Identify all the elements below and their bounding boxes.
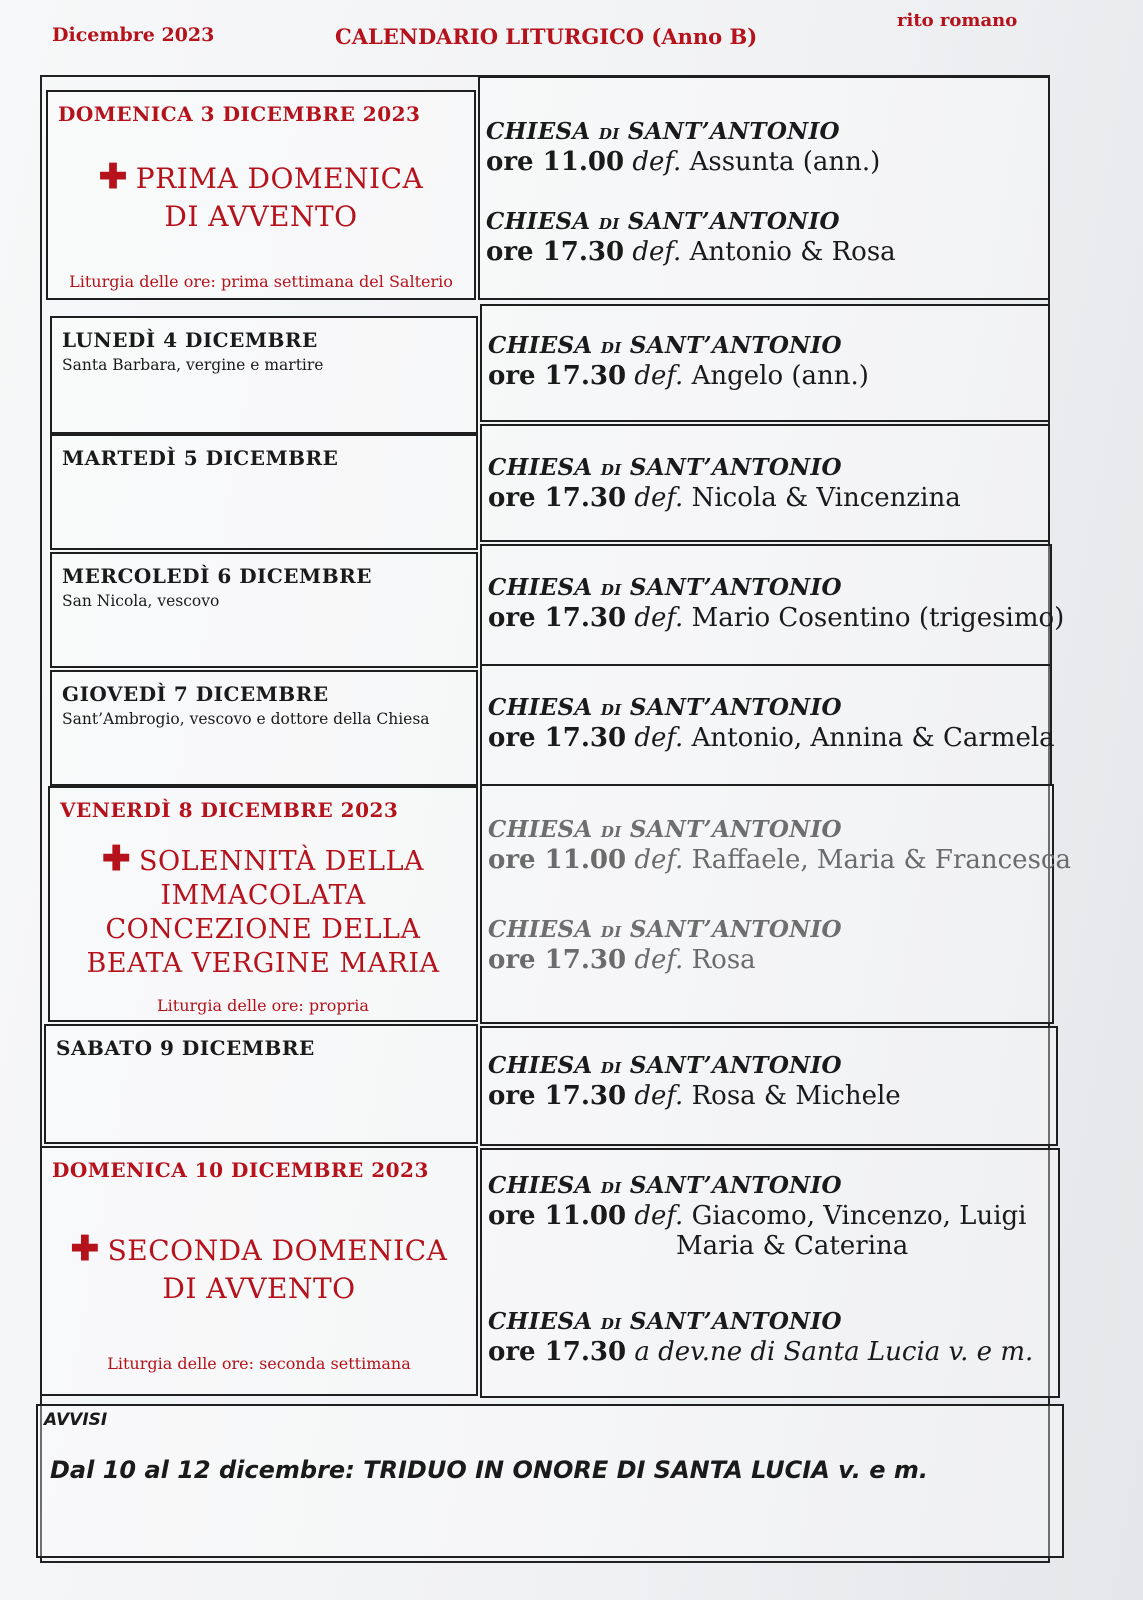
church-name: CHIESA DI SANT’ANTONIO — [488, 1308, 842, 1335]
day-title: MARTEDÌ 5 DICEMBRE — [62, 446, 339, 470]
header-rite: rito romano — [897, 10, 1018, 31]
mass-entry: CHIESA DI SANT’ANTONIO ore 11.00 def. Assunta (ann.) — [486, 118, 881, 177]
mass-entry: CHIESA DI SANT’ANTONIO ore 11.00 def. Giacomo, Vincenzo, Luigi Maria & Caterina — [488, 1172, 1027, 1261]
church-name: CHIESA DI SANT’ANTONIO — [486, 208, 840, 235]
liturgy-note: Liturgia delle ore: prima settimana del Salterio — [69, 272, 453, 291]
day-title: GIOVEDÌ 7 DICEMBRE — [62, 682, 329, 706]
day-title: DOMENICA 3 DICEMBRE 2023 — [58, 102, 421, 126]
mass-cell-sun-10 — [480, 1148, 1060, 1398]
feast-name: ✚ PRIMA DOMENICA DI AVVENTO — [98, 157, 424, 233]
saint-name: San Nicola, vescovo — [62, 592, 220, 610]
mass-cell-mon-4 — [480, 304, 1050, 422]
mass-cell-fri-8 — [480, 784, 1071, 1024]
church-name: CHIESA DI SANT’ANTONIO — [488, 916, 842, 943]
mass-entry: CHIESA DI SANT’ANTONIO ore 17.30 a dev.ne di Santa Lucia v. e m. — [488, 1308, 1034, 1367]
mass-entry: CHIESA DI SANT’ANTONIO ore 17.30 def. Rosa & Michele — [488, 1052, 901, 1111]
church-name: CHIESA DI SANT’ANTONIO — [486, 118, 840, 145]
day-title: DOMENICA 10 DICEMBRE 2023 — [52, 1158, 429, 1182]
church-name: CHIESA DI SANT’ANTONIO — [488, 574, 842, 601]
church-name: CHIESA DI SANT’ANTONIO — [488, 1052, 842, 1079]
church-name: CHIESA DI SANT’ANTONIO — [488, 816, 842, 843]
saint-name: Santa Barbara, vergine e martire — [62, 356, 324, 374]
cross-icon: ✚ — [101, 839, 131, 879]
church-name: CHIESA DI SANT’ANTONIO — [488, 454, 842, 481]
feast-name: ✚ SOLENNITÀ DELLA IMMACOLATA CONCEZIONE DELLA BEATA VERGINE MARIA — [86, 839, 440, 979]
avvisi-title: AVVISI — [44, 1410, 108, 1430]
church-name: CHIESA DI SANT’ANTONIO — [488, 1172, 842, 1199]
day-cell-sat-9 — [44, 1024, 478, 1144]
liturgy-note: Liturgia delle ore: propria — [157, 996, 369, 1015]
day-cell-sun-3 — [46, 90, 476, 300]
mass-cell-sat-9 — [480, 1026, 1058, 1146]
avvisi-box — [36, 1404, 1064, 1558]
day-cell-wed-6 — [50, 552, 478, 668]
mass-entry: CHIESA DI SANT’ANTONIO ore 17.30 def. Angelo (ann.) — [488, 332, 869, 391]
day-cell-mon-4 — [50, 316, 478, 434]
header-title: CALENDARIO LITURGICO (Anno B) — [335, 24, 758, 49]
day-title: LUNEDÌ 4 DICEMBRE — [62, 328, 318, 352]
day-cell-sun-10 — [40, 1146, 478, 1396]
mass-entry: CHIESA DI SANT’ANTONIO ore 17.30 def. Antonio, Annina & Carmela — [488, 694, 1055, 753]
church-name: CHIESA DI SANT’ANTONIO — [488, 332, 842, 359]
saint-name: Sant’Ambrogio, vescovo e dottore della Chiesa — [62, 710, 430, 728]
day-cell-fri-8 — [48, 786, 478, 1022]
mass-entry: CHIESA DI SANT’ANTONIO ore 17.30 def. Nicola & Vincenzina — [488, 454, 961, 513]
day-cell-thu-7 — [50, 670, 478, 786]
liturgy-note: Liturgia delle ore: seconda settimana — [107, 1354, 411, 1373]
mass-entry: CHIESA DI SANT’ANTONIO ore 17.30 def. Rosa — [488, 916, 842, 975]
feast-name: ✚ SECONDA DOMENICA DI AVVENTO — [70, 1229, 448, 1305]
church-name: CHIESA DI SANT’ANTONIO — [488, 694, 842, 721]
day-title: MERCOLEDÌ 6 DICEMBRE — [62, 564, 372, 588]
mass-cell-wed-6 — [480, 544, 1065, 666]
mass-entry: CHIESA DI SANT’ANTONIO ore 17.30 def. Mario Cosentino (trigesimo) — [488, 574, 1065, 633]
mass-cell-sun-3 — [478, 76, 1050, 300]
header-month: Dicembre 2023 — [52, 24, 215, 46]
day-title: SABATO 9 DICEMBRE — [56, 1036, 315, 1060]
avvisi-text: Dal 10 al 12 dicembre: TRIDUO IN ONORE DI SANTA LUCIA v. e m. — [50, 1456, 929, 1484]
day-cell-tue-5 — [50, 434, 478, 550]
cross-icon: ✚ — [70, 1229, 100, 1269]
mass-entry: CHIESA DI SANT’ANTONIO ore 17.30 def. Antonio & Rosa — [486, 208, 896, 267]
mass-entry: CHIESA DI SANT’ANTONIO ore 11.00 def. Raffaele, Maria & Francesca — [488, 816, 1071, 875]
day-title: VENERDÌ 8 DICEMBRE 2023 — [60, 798, 399, 822]
mass-cell-tue-5 — [480, 424, 1050, 542]
cross-icon: ✚ — [98, 157, 128, 197]
mass-cell-thu-7 — [480, 664, 1055, 786]
